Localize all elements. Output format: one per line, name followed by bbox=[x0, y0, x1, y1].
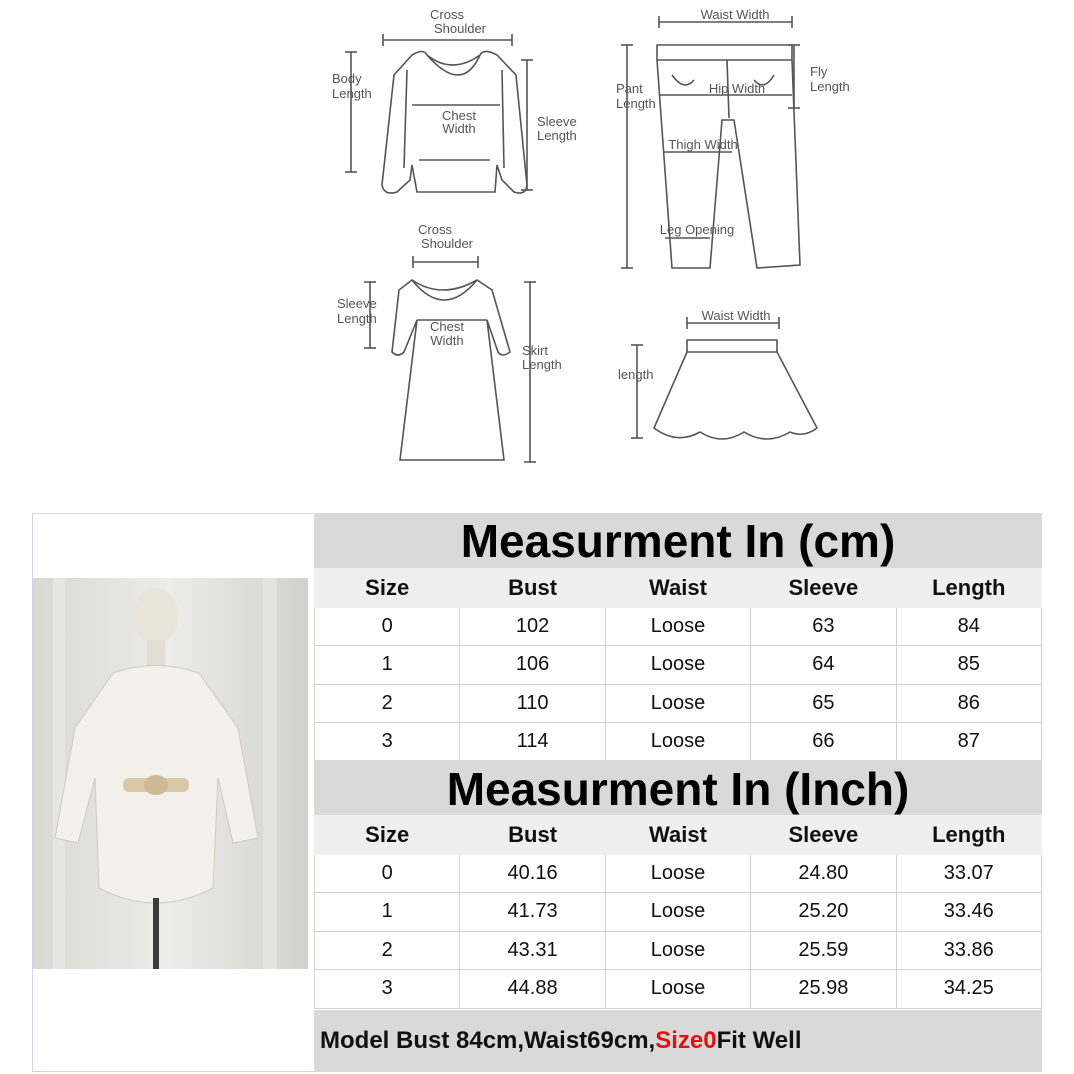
cm-cell-size: 0 bbox=[315, 607, 460, 646]
cm-cell-sleeve: 66 bbox=[751, 723, 896, 762]
svg-text:Length bbox=[616, 96, 656, 111]
svg-text:Shoulder bbox=[434, 21, 487, 36]
svg-text:Cross bbox=[418, 222, 452, 237]
svg-text:Length bbox=[537, 128, 577, 143]
svg-text:Chest bbox=[430, 319, 464, 334]
svg-text:Shoulder bbox=[421, 236, 474, 251]
sweater-body-length-label: Body bbox=[332, 71, 362, 86]
inch-cell-sleeve: 25.98 bbox=[751, 970, 896, 1009]
sweater-cross-shoulder-label: Shoulder bbox=[433, 21, 487, 36]
inch-cell-bust: 43.31 bbox=[460, 931, 605, 970]
dress-sleeve-length-label: Length bbox=[337, 311, 377, 326]
cm-cell-waist: Loose bbox=[605, 723, 750, 762]
inch-cell-size: 2 bbox=[315, 931, 460, 970]
inch-header-bust: Bust bbox=[460, 816, 605, 855]
model-note-size: Size0 bbox=[655, 1027, 717, 1054]
cm-table-title: Measurment In (cm) bbox=[314, 513, 1042, 568]
cm-cell-sleeve: 65 bbox=[751, 684, 896, 723]
skirt-waist-width-label: Waist Width bbox=[701, 308, 771, 323]
svg-text:Length bbox=[810, 79, 850, 94]
garment-diagram bbox=[32, 0, 1042, 513]
pants-hip-width-label: Hip Width bbox=[708, 81, 766, 96]
model-dress-photo bbox=[33, 578, 308, 969]
inch-size-table bbox=[314, 815, 1042, 1009]
svg-text:Fly bbox=[810, 64, 828, 79]
pants-pant-length-label: Pant bbox=[616, 81, 643, 96]
dress-chest-width-label: Chest bbox=[430, 319, 464, 334]
svg-text:Width bbox=[442, 121, 475, 136]
inch-cell-length: 33.86 bbox=[896, 931, 1041, 970]
cm-size-table bbox=[314, 568, 1042, 762]
inch-cell-sleeve: 24.80 bbox=[751, 854, 896, 893]
cm-cell-size: 3 bbox=[315, 723, 460, 762]
inch-cell-size: 0 bbox=[315, 854, 460, 893]
skirt-length-label: length bbox=[618, 367, 654, 382]
inch-cell-length: 34.25 bbox=[896, 970, 1041, 1009]
svg-text:Body bbox=[332, 71, 362, 86]
table-row bbox=[315, 893, 1042, 932]
inch-header-sleeve: Sleeve bbox=[751, 816, 896, 855]
cm-cell-bust: 114 bbox=[460, 723, 605, 762]
sweater-sleeve-length-label: Sleeve bbox=[537, 114, 577, 129]
dress-chest-width-label: Width bbox=[430, 333, 464, 348]
dress-cross-shoulder-label: Shoulder bbox=[420, 236, 474, 251]
inch-cell-waist: Loose bbox=[605, 931, 750, 970]
inch-cell-sleeve: 25.20 bbox=[751, 893, 896, 932]
dress-sleeve-length-label: Sleeve bbox=[337, 296, 377, 311]
model-note-text: Model Bust 84cm,Waist69cm, bbox=[320, 1027, 656, 1054]
cm-cell-length: 87 bbox=[896, 723, 1041, 762]
inch-cell-sleeve: 25.59 bbox=[751, 931, 896, 970]
svg-text:Length bbox=[332, 86, 372, 101]
inch-cell-size: 3 bbox=[315, 970, 460, 1009]
cm-header-sleeve: Sleeve bbox=[751, 569, 896, 608]
cm-header-size: Size bbox=[315, 569, 460, 608]
cm-cell-size: 1 bbox=[315, 646, 460, 685]
table-row bbox=[315, 646, 1042, 685]
cm-cell-waist: Loose bbox=[605, 607, 750, 646]
dress-drawing bbox=[392, 280, 510, 460]
inch-header-size: Size bbox=[315, 816, 460, 855]
pants-leg-opening-label: Leg Opening bbox=[659, 222, 735, 237]
inch-cell-waist: Loose bbox=[605, 854, 750, 893]
cm-header-waist: Waist bbox=[605, 569, 750, 608]
dress-cross-shoulder-label: Cross bbox=[418, 222, 452, 237]
cm-cell-length: 86 bbox=[896, 684, 1041, 723]
table-row bbox=[315, 931, 1042, 970]
inch-header-waist: Waist bbox=[605, 816, 750, 855]
cm-cell-bust: 102 bbox=[460, 607, 605, 646]
table-row bbox=[315, 970, 1042, 1009]
svg-text:Sleeve bbox=[537, 114, 577, 129]
inch-cell-length: 33.46 bbox=[896, 893, 1041, 932]
cm-cell-bust: 106 bbox=[460, 646, 605, 685]
inch-cell-bust: 40.16 bbox=[460, 854, 605, 893]
svg-text:Cross bbox=[430, 7, 464, 22]
svg-text:Length bbox=[337, 311, 377, 326]
inch-cell-length: 33.07 bbox=[896, 854, 1041, 893]
cm-cell-sleeve: 63 bbox=[751, 607, 896, 646]
pants-waist-width-label: Waist Width bbox=[700, 7, 770, 22]
svg-text:Sleeve bbox=[337, 296, 377, 311]
skirt-drawing bbox=[654, 340, 817, 439]
dress-skirt-length-label: Length bbox=[522, 357, 562, 372]
inch-table-title: Measurment In (Inch) bbox=[314, 760, 1042, 815]
sweater-sleeve-length-label: Length bbox=[537, 128, 577, 143]
inch-cell-bust: 41.73 bbox=[460, 893, 605, 932]
cm-cell-length: 84 bbox=[896, 607, 1041, 646]
cm-cell-bust: 110 bbox=[460, 684, 605, 723]
model-fit-note bbox=[314, 1010, 1042, 1072]
inch-cell-bust: 44.88 bbox=[460, 970, 605, 1009]
sweater-chest-width-label: Width bbox=[442, 121, 476, 136]
svg-text:Length bbox=[522, 357, 562, 372]
inch-cell-waist: Loose bbox=[605, 893, 750, 932]
inch-header-length: Length bbox=[896, 816, 1041, 855]
sweater-body-length-label: Length bbox=[332, 86, 372, 101]
table-row bbox=[315, 854, 1042, 893]
svg-text:Skirt bbox=[522, 343, 548, 358]
garment-diagram-panel bbox=[32, 0, 1042, 514]
cm-cell-size: 2 bbox=[315, 684, 460, 723]
table-row bbox=[315, 607, 1042, 646]
cm-cell-sleeve: 64 bbox=[751, 646, 896, 685]
dress-skirt-length-label: Skirt bbox=[522, 343, 548, 358]
cm-cell-waist: Loose bbox=[605, 684, 750, 723]
pants-thigh-width-label: Thigh Width bbox=[668, 137, 738, 152]
cm-header-length: Length bbox=[896, 569, 1041, 608]
sweater-cross-shoulder-label: Cross bbox=[430, 7, 464, 22]
pants-pant-length-label: Length bbox=[616, 96, 656, 111]
cm-cell-waist: Loose bbox=[605, 646, 750, 685]
svg-text:Pant bbox=[616, 81, 643, 96]
sweater-chest-width-label: Chest bbox=[442, 108, 476, 123]
cm-cell-length: 85 bbox=[896, 646, 1041, 685]
model-note-fit: Fit Well bbox=[716, 1027, 802, 1054]
table-row bbox=[315, 723, 1042, 762]
svg-text:Width bbox=[430, 333, 463, 348]
inch-cell-waist: Loose bbox=[605, 970, 750, 1009]
pants-fly-length-label: Length bbox=[810, 79, 850, 94]
inch-cell-size: 1 bbox=[315, 893, 460, 932]
pants-fly-length-label: Fly bbox=[810, 64, 828, 79]
cm-header-bust: Bust bbox=[460, 569, 605, 608]
table-row bbox=[315, 684, 1042, 723]
